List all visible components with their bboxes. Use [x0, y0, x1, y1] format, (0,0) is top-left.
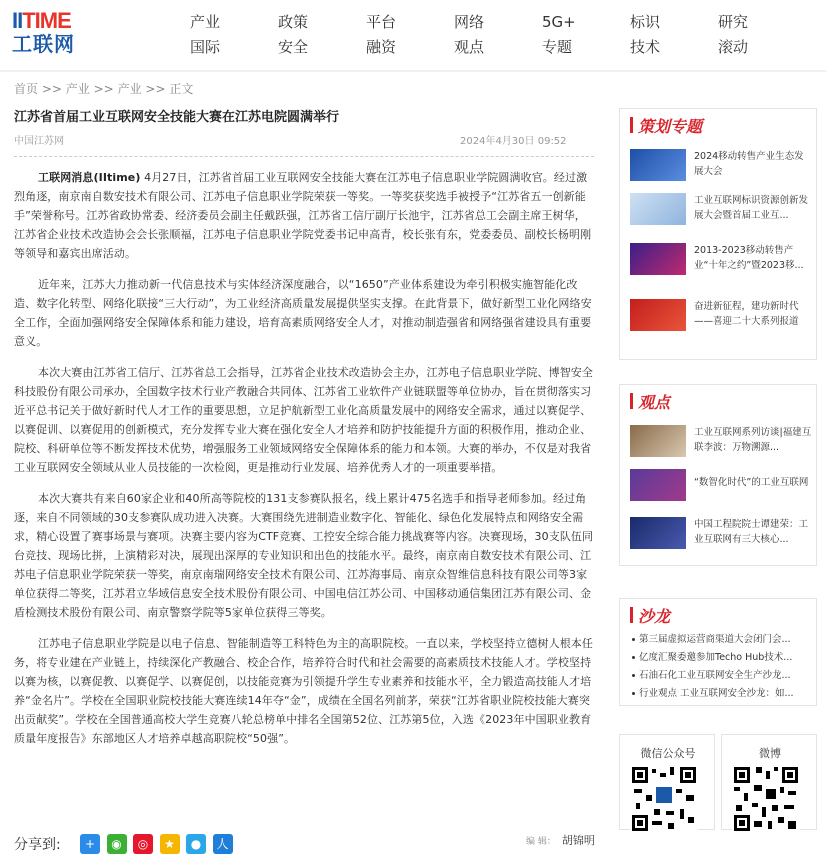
nav-col-7: [718, 10, 778, 60]
views-title: 观点: [638, 393, 671, 412]
special-topics-title: 策划专题: [638, 117, 703, 136]
wechat-qr-box: [619, 734, 715, 830]
share-bar: [80, 834, 236, 856]
special-topics-box: [619, 108, 817, 360]
paragraph-1: [14, 168, 594, 263]
nav-item-finance[interactable]: 融资: [366, 38, 397, 56]
nav-col-2: [278, 10, 338, 60]
salon-item-text: 第三届虚拟运营商渠道大会闭门会...: [639, 634, 791, 645]
special-topics-header: [620, 109, 816, 139]
header-accent: [630, 393, 633, 409]
views-item[interactable]: [630, 425, 810, 465]
site-header: [0, 0, 826, 70]
special-item-text: 2024移动转售产业生态发展大会: [694, 151, 804, 177]
nav-col-5: [542, 10, 602, 60]
special-item[interactable]: [630, 243, 810, 283]
article-source: 中国江苏网: [14, 136, 64, 147]
salon-item[interactable]: [632, 685, 812, 699]
nav-item-opinion[interactable]: 观点: [454, 38, 485, 56]
special-item-text: 奋进新征程，建功新时代——喜迎二十大系列报道: [694, 301, 799, 327]
wechat-icon[interactable]: ◉: [107, 834, 127, 854]
nav-item-5g[interactable]: 5G+: [542, 13, 576, 31]
special-item[interactable]: [630, 149, 810, 189]
bullet-icon: [632, 692, 635, 695]
views-thumb: [630, 469, 686, 501]
salon-title: 沙龙: [638, 607, 671, 626]
weibo-icon[interactable]: ◎: [133, 834, 153, 854]
paragraph-2: 近年来，江苏大力推动新一代信息技术与实体经济深度融合，以“1650”产业体系建设为牵引积极实施智能化改造、数字化转型、网络化联接“三大行动”，为工业经济高质量发展提供坚实支撑。在此背景下，做好新型工业化网络安全工作，全面加强网络安全保障体系和能力建设，培育高素质网络安全人才，对推动制造强省和网络强省建设具有重要意义。: [14, 278, 592, 348]
header-accent: [630, 117, 633, 133]
nav-item-identity[interactable]: 标识: [630, 13, 661, 31]
breadcrumb-sep: >>: [145, 82, 166, 96]
nav-item-rolling[interactable]: 滚动: [718, 38, 749, 56]
breadcrumb-home[interactable]: 首页: [14, 82, 39, 96]
nav-item-network[interactable]: 网络: [454, 13, 485, 31]
breadcrumb-industry-1[interactable]: 产业: [65, 82, 90, 96]
site-logo[interactable]: [12, 10, 92, 60]
salon-box: [619, 598, 817, 706]
views-item-text: 中国工程院院士谭建荣：工业互联网有三大核心...: [694, 519, 809, 545]
paragraph-1-text: 4月27日，江苏省首届工业互联网安全技能大赛在江苏电子信息职业学院圆满收官。经过激烈角逐，南京南自数安技术有限公司、江苏电子信息职业学院荣获一等奖。一等奖获奖选手被授予“江苏省五一创新能手”荣誉称号。江苏省政协常委、经济委员会副主任戴跃强，江苏省工信厅副厅长池宇，江苏省总工会副主席王树华，江苏省企业技术改造协会会长张顺福，江苏电子信息职业学院党委书记申高青，校长张有东，党委委员、副校长杨明刚等领导和嘉宾出席活动。: [14, 171, 592, 260]
weibo-qr-icon: [732, 765, 800, 833]
article-time: 2024年4月30日 09:52: [460, 136, 567, 147]
special-thumb: [630, 243, 686, 275]
nav-col-1: [190, 10, 250, 60]
qzone-icon[interactable]: ★: [160, 834, 180, 854]
breadcrumb-sep: >>: [41, 82, 62, 96]
salon-item-text: 行业观点 工业互联网安全沙龙：如...: [639, 688, 794, 699]
nav-item-platform[interactable]: 平台: [366, 13, 397, 31]
logo-wordmark: IITIME: [12, 8, 71, 33]
wechat-qr-label: 微信公众号: [640, 747, 696, 760]
nav-col-3: [366, 10, 426, 60]
special-thumb: [630, 299, 686, 331]
share-more-icon[interactable]: +: [80, 834, 100, 854]
salon-item-text: 亿度汇聚委邀参加Techo Hub技术...: [639, 652, 793, 663]
special-item[interactable]: [630, 299, 810, 339]
paragraph-4: 本次大赛共有来自60家企业和40所高等院校的131支参赛队报名，线上累计475名选手和指导老师参加。经过角逐，来自不同领域的30支参赛队成功进入决赛。大赛围绕先进制造业数字化、智能化、绿色化发展特点和网络安全需求，精心设置了赛事场景与赛项。决赛主要内容为CTF竞赛、工控安全综合能力挑战赛等内容。决赛现场，30支队伍同台竞技、现场比拼，上演精彩对决，展现出深厚的专业知识和出色的技能水平。最终，南京南自数安技术有限公司、江苏电子信息职业学院荣获一等奖，南京南瑞网络安全技术有限公司、江苏海事局、南京众智维信息科技有限公司等3家单位获得二等奖，江苏君立华域信息安全技术股份有限公司、中国电信江苏公司、中国移动通信集团江苏有限公司、金盾检测技术股份有限公司、南京警察学院等5家单位获得三等奖。: [14, 492, 594, 619]
special-thumb: [630, 149, 686, 181]
paragraph-3: 本次大赛由江苏省工信厅、江苏省总工会指导，江苏省企业技术改造协会主办，江苏电子信息职业学院、博智安全科技股份有限公司承办，全国数字技术行业产教融合共同体、江苏省工业软件产业链联盟等单位协办，旨在贯彻落实习近平总书记关于做好新时代人才工作的重要思想，立足护航新型工业化高质量发展中的网络安全需求，通过以赛促学、以赛促训、以赛促用的创新模式，充分发挥专业大赛在强化安全人才培养和防护技能提升方面的积极作用，推动企业、院校、科研单位等不断发挥技术优势，增强服务工业领域网络安全保障体系的能力和本领。大赛的举办，不仅是对我省工业互联网安全领域从业人员技能的一次检阅，更是推动行业发展、培养优秀人才的一项重要举措。: [14, 366, 593, 474]
breadcrumb-industry-2[interactable]: 产业: [117, 82, 142, 96]
editor-name: 胡锦明: [561, 834, 595, 847]
special-item-text: 2013-2023移动转售产业“十年之约”暨2023移...: [694, 245, 804, 271]
lead-source: 工联网消息(IItime): [38, 171, 141, 184]
editor-label: 编 辑：: [526, 837, 556, 847]
special-thumb: [630, 193, 686, 225]
views-thumb: [630, 517, 686, 549]
paragraph-5: 江苏电子信息职业学院是以电子信息、智能制造等工科特色为主的高职院校。一直以来，学校坚持立德树人根本任务，将专业建在产业链上，持续深化产教融合、校企合作，培养符合时代和社会需要的高素质技术技能人才。学校坚持以赛为核，以赛促教、以赛促学、以赛促创，以技能竞赛为引领提升学生专业素养和技能水平，全力锻造高技能人才培养“金名片”。学校在全国职业院校技能大赛连续14年夺“金”，成绩在全国名列前茅，荣获“江苏省职业院校技能大赛突出贡献奖”。学校在全国普通高校大学生竞赛八轮总榜单中排名全国第52位、江苏第5位，入选《2023年中国职业教育质量年度报告》东部地区人才培养卓越高职院校“50强”。: [14, 637, 593, 745]
weibo-qr-box: [721, 734, 817, 830]
special-item-text: 工业互联网标识资源创新发展大会暨首届工业互...: [694, 195, 809, 221]
salon-header: [620, 599, 816, 629]
breadcrumb-current: 正文: [169, 82, 194, 96]
logo-cn: 工联网: [12, 32, 75, 56]
nav-item-international[interactable]: 国际: [190, 38, 221, 56]
nav-col-6: [630, 10, 690, 60]
views-item[interactable]: [630, 469, 810, 509]
share-label: 分享到:: [14, 837, 61, 853]
breadcrumb-sep: >>: [93, 82, 114, 96]
views-item[interactable]: [630, 517, 810, 557]
nav-item-security[interactable]: 安全: [278, 38, 309, 56]
tencent-weibo-icon[interactable]: ●: [186, 834, 206, 854]
editor-line: [526, 832, 595, 848]
nav-col-4: [454, 10, 514, 60]
nav-item-industry[interactable]: 产业: [190, 13, 221, 31]
views-item-text: “数智化时代”的工业互联网: [694, 477, 809, 488]
nav-item-research[interactable]: 研究: [718, 13, 749, 31]
salon-item[interactable]: [632, 631, 812, 645]
weibo-qr-label: 微博: [759, 747, 781, 760]
bullet-icon: [632, 674, 635, 677]
special-item[interactable]: [630, 193, 810, 233]
meta-divider: [14, 156, 594, 157]
renren-icon[interactable]: 人: [213, 834, 233, 854]
header-divider: [0, 70, 826, 72]
nav-item-policy[interactable]: 政策: [278, 13, 309, 31]
breadcrumb: [14, 80, 193, 97]
header-accent: [630, 607, 633, 623]
wechat-qr-icon: [630, 765, 698, 833]
article-title: 江苏省首届工业互联网安全技能大赛在江苏电院圆满举行: [14, 110, 340, 125]
views-item-text: 工业互联网系列访谈|福建互联李波：万物溯源...: [694, 427, 812, 453]
article-body: [14, 168, 594, 760]
salon-item-text: 石油石化工业互联网安全生产沙龙...: [639, 670, 791, 681]
nav-item-technology[interactable]: 技术: [630, 38, 661, 56]
salon-item[interactable]: [632, 667, 812, 681]
bullet-icon: [632, 656, 635, 659]
bullet-icon: [632, 638, 635, 641]
salon-item[interactable]: [632, 649, 812, 663]
views-thumb: [630, 425, 686, 457]
views-box: [619, 384, 817, 566]
nav-item-topics[interactable]: 专题: [542, 38, 573, 56]
main-nav: [170, 10, 810, 60]
views-header: [620, 385, 816, 415]
